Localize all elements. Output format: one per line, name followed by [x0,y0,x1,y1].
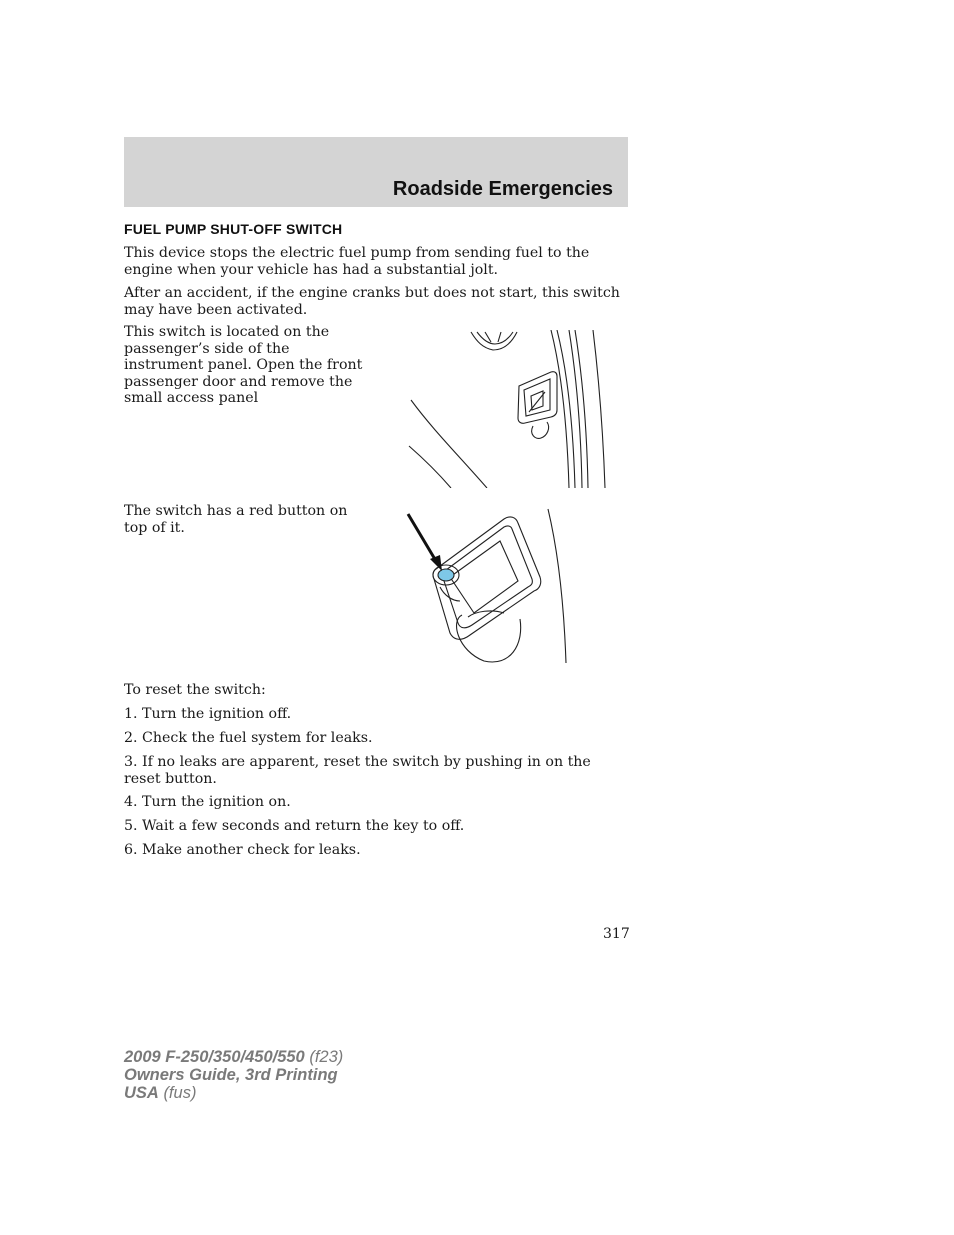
paragraph-switch-location: This switch is located on the passenger’s side of the instrument panel. Open the front passenger door and remove the small access panel [124,324,363,406]
footer-model: 2009 F-250/350/450/550 [124,1048,305,1066]
footer-region: USA [124,1084,159,1102]
reset-step-3: 3. If no leaks are apparent, reset the switch by pushing in on the reset button. [124,754,591,787]
paragraph-after-accident: After an accident, if the engine cranks but does not start, this switch may have been activated. [124,285,620,318]
page-number: 317 [603,926,630,942]
reset-step-4: 4. Turn the ignition on. [124,794,291,810]
footer-region-code: (fus) [163,1084,197,1102]
document-footer [124,1048,343,1102]
figure-switch-closeup-illustration [400,505,580,665]
paragraph-reset-intro: To reset the switch: [124,682,266,698]
figure-switch-location-illustration [405,330,615,488]
footer-guide-edition: Owners Guide, 3rd Printing [124,1066,338,1084]
section-header-band [124,137,628,207]
footer-line-1 [124,1048,343,1066]
reset-step-1: 1. Turn the ignition off. [124,706,292,722]
reset-step-5: 5. Wait a few seconds and return the key to off. [124,818,465,834]
section-heading: FUEL PUMP SHUT-OFF SWITCH [124,221,343,237]
footer-model-code: (f23) [309,1048,344,1066]
reset-step-6: 6. Make another check for leaks. [124,842,361,858]
footer-line-3 [124,1084,343,1102]
section-header-title: Roadside Emergencies [392,178,613,200]
footer-line-2 [124,1066,343,1084]
arrow-indicator [408,514,436,561]
paragraph-device-description: This device stops the electric fuel pump from sending fuel to the engine when your vehicle has had a substantial jolt. [124,245,590,278]
reset-step-2: 2. Check the fuel system for leaks. [124,730,373,746]
paragraph-red-button: The switch has a red button on top of it. [124,503,348,536]
